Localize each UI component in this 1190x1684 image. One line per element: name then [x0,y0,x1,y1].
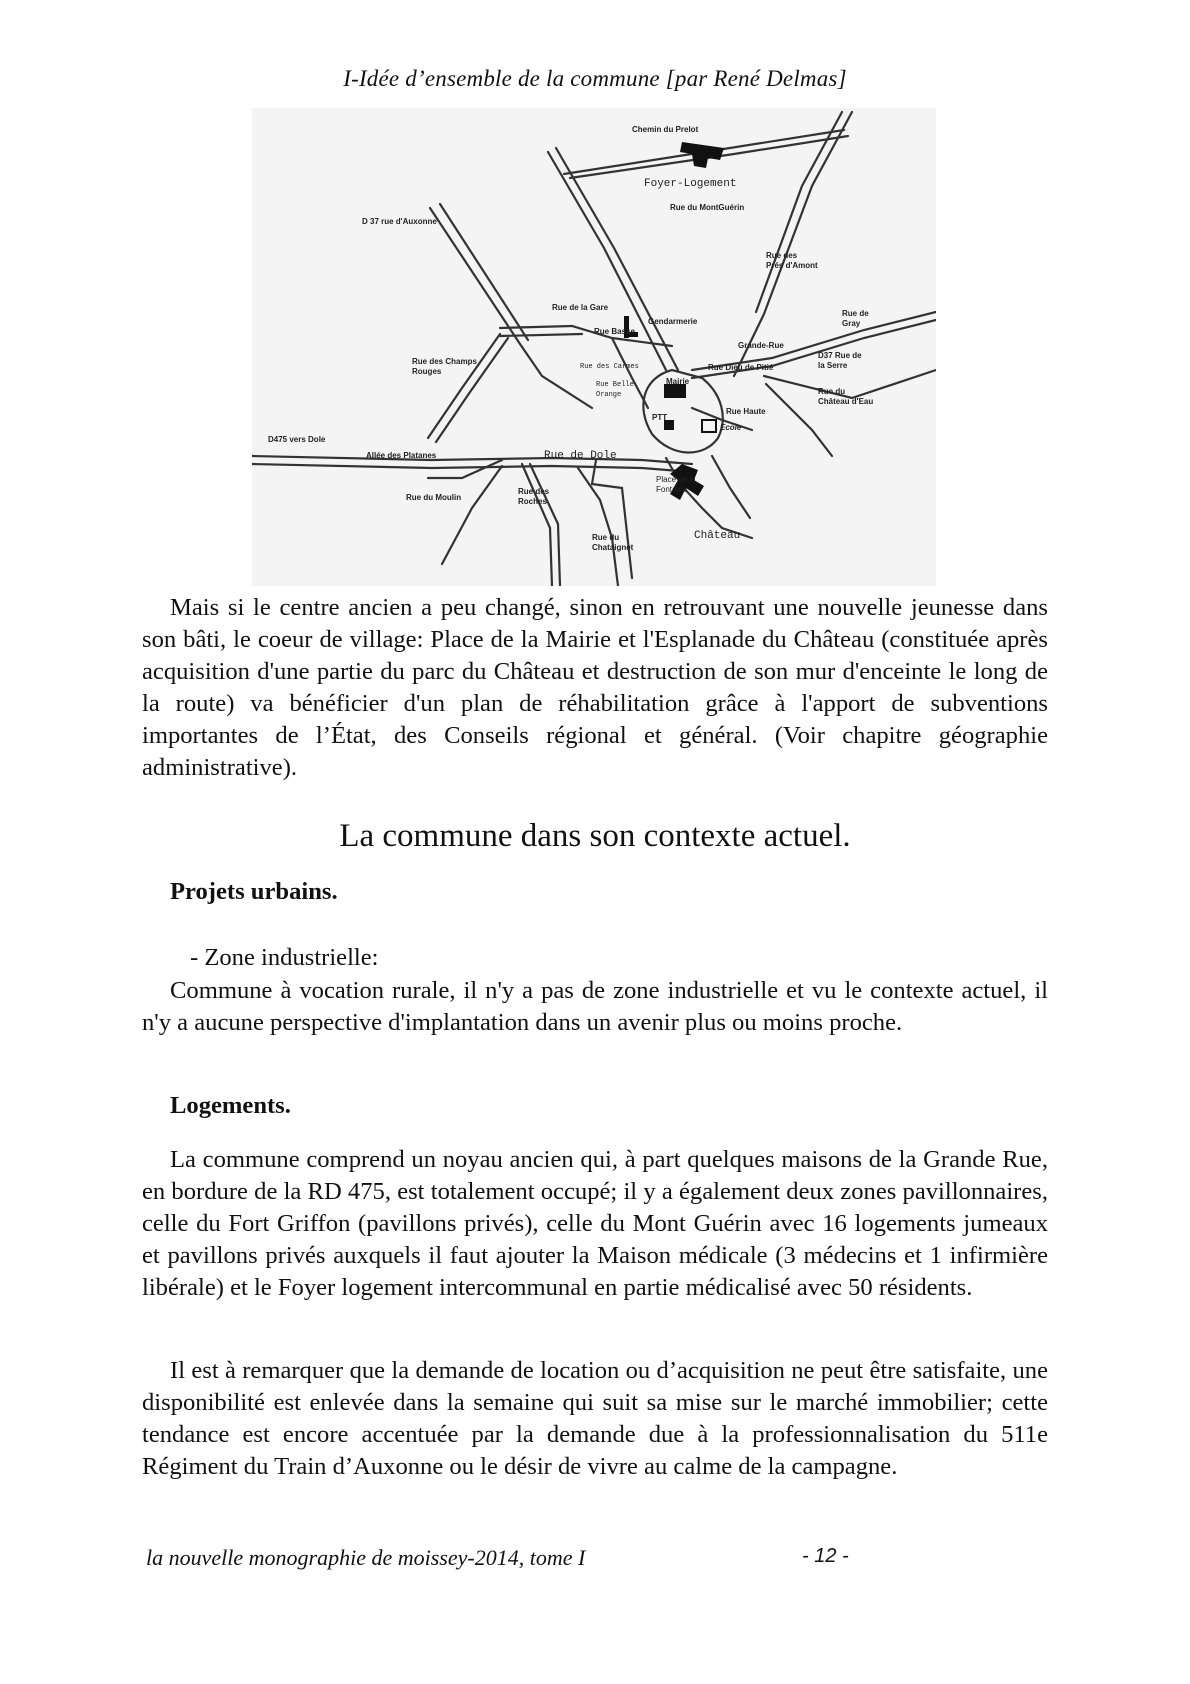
map-label: Orange [596,391,622,399]
map-label: Rue de [842,309,869,318]
paragraph-text: Il est à remarquer que la demande de location ou d’acquisition ne peut être satisfaite, une disponibilité est enlevée dans la semaine qui suit sa mise sur le marché immobilier; cette tendance est encore accentuée par la demande due à la professionnalisation du 511e Régiment du Train d’Auxonne ou le désir de vivre au calme de la campagne. [142,1357,1048,1480]
map-label: D 37 rue d'Auxonne [362,217,437,226]
map-label: Rue Haute [726,407,766,416]
map-label: Rue des Champs [412,357,477,366]
paragraph-text: La commune comprend un noyau ancien qui, à part quelques maisons de la Grande Rue, en bordure de la RD 475, est totalement occupé; il y a également deux zones pavillonnaires, celle du Fort Griffon (pavillons privés), celle du Mont Guérin avec 16 logements jumeaux et pavillons privés auxquels il faut ajouter la Maison médicale (3 médecins et 1 infirmière libérale) et le Foyer logement intercommunal en partie médicalisé avec 50 résidents. [142,1146,1048,1301]
body-paragraph [142,975,1048,1039]
subheading-projets: Projets urbains. [170,878,338,905]
map-label: la Serre [818,361,848,370]
map-label: Rue Dieu de Pitié [708,363,774,372]
map-label: D37 Rue de [818,351,862,360]
map-label: Mairie [666,377,690,386]
map-label: Place de la [656,475,696,484]
map-label: Château d'Eau [818,397,874,406]
map-label: PTT [652,413,668,422]
map-label: Fontaine [656,485,688,494]
map-label: Rue du Moulin [406,493,462,502]
map-label: Rue Basse [594,327,635,336]
paragraph-text: Commune à vocation rurale, il n'y a pas de zone industrielle et vu le contexte actuel, il n'y a aucune perspective d'implantation dans un avenir plus ou moins proche. [142,977,1048,1036]
map-label: Chemin du Prelot [632,125,699,134]
map-label: Rue des [766,251,798,260]
map-label: Allée des Platanes [366,451,437,460]
village-street-map [252,108,936,586]
map-label: Grande-Rue [738,341,784,350]
map-label: Rue du MontGuérin [670,203,745,212]
paragraph-text: Mais si le centre ancien a peu changé, sinon en retrouvant une nouvelle jeunesse dans son bâti, le coeur de village: Place de la Mairie et l'Esplanade du Château (constituée après acquisition d'une partie du parc du Château et destruction de son mur d'enceinte le long de la route) va bénéficier d'un plan de réhabilitation grâce à l'apport de subventions importantes de l’État, des Conseils régional et général. (Voir chapitre géographie administrative). [142,594,1048,781]
section-title: La commune dans son contexte actuel. [339,818,851,854]
map-label: Rue des Carmes [580,363,639,371]
map-label: Foyer-Logement [644,178,737,190]
map-label: Chataignet [592,543,634,552]
page-number: - 12 - [802,1545,849,1567]
map-label: Prés d'Amont [766,261,818,270]
map-label: Rue de Dole [544,450,617,462]
list-label: - Zone industrielle: [190,944,379,971]
map-label: Rue du [592,533,620,542]
map-label: Château [694,530,741,542]
map-label: Rue de la Gare [552,303,609,312]
map-label: Rue des [518,487,550,496]
street-map-drawing [252,108,936,586]
page-header: I-Idée d’ensemble de la commune [par René Delmas] [343,66,847,91]
body-paragraph [142,592,1048,784]
footer-title: la nouvelle monographie de moissey-2014, tome I [146,1545,586,1570]
body-paragraph [142,1144,1048,1304]
body-paragraph [142,1355,1048,1483]
map-label: Ecole [720,423,742,432]
subheading-logements: Logements. [170,1092,291,1119]
map-label: Rue du [818,387,846,396]
map-label: Rouges [412,367,442,376]
map-label: Gray [842,319,861,328]
map-label: D475 vers Dole [268,435,326,444]
map-label: Rue Belle [596,381,634,389]
map-label: Roches [518,497,547,506]
map-label: Gendarmerie [648,317,698,326]
